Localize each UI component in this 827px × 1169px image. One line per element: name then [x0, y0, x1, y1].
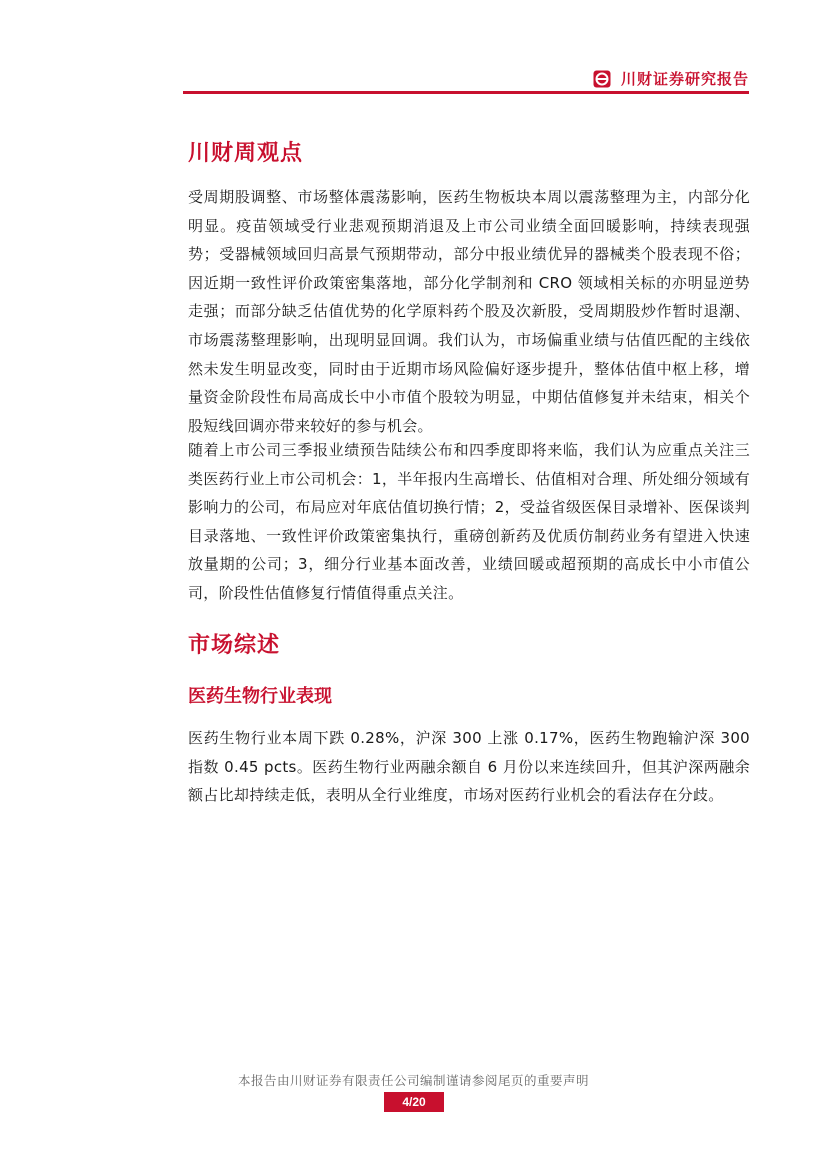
section-title-weekly-view: 川财周观点 [188, 140, 304, 166]
brand [593, 68, 749, 89]
page-header [183, 64, 749, 94]
page-number: 4/20 [384, 1092, 444, 1112]
chuancai-logo-icon [593, 70, 611, 88]
paragraph-weekly-view-2: 随着上市公司三季报业绩预告陆续公布和四季度即将来临，我们认为应重点关注三类医药行业上市公司机会：1，半年报内生高增长、估值相对合理、所处细分领域有影响力的公司，布局应对年底估值切换行情；2，受益省级医保目录增补、医保谈判目录落地、一致性评价政策密集执行，重磅创新药及优质仿制药业务有望进入快速放量期的公司；3，细分行业基本面改善，业绩回暖或超预期的高成长中小市值公司，阶段性估值修复行情值得重点关注。 [188, 441, 750, 602]
paragraph-industry-performance: 医药生物行业本周下跌 0.28%，沪深 300 上涨 0.17%，医药生物跑输沪深 300 指数 0.45 pcts。医药生物行业两融余额自 6 月份以来连续回升，但其沪深两融余额占比却持续走低，表明从全行业维度，市场对医药行业机会的看法存在分歧。 [188, 729, 750, 805]
subsection-title-industry-performance: 医药生物行业表现 [188, 686, 332, 707]
brand-name: 川财证券研究报告 [620, 70, 749, 88]
paragraph-weekly-view-1: 受周期股调整、市场整体震荡影响，医药生物板块本周以震荡整理为主，内部分化明显。疫苗领域受行业悲观预期消退及上市公司业绩全面回暖影响，持续表现强势；受器械领域回归高景气预期带动，部分中报业绩优异的器械类个股表现不俗；因近期一致性评价政策密集落地，部分化学制剂和 CRO 领域相关标的亦明显逆势走强；而部分缺乏估值优势的化学原料药个股及次新股，受周期股炒作暂时退潮、市场震荡整理影响，出现明显回调。我们认为，市场偏重业绩与估值匹配的主线依然未发生明显改变，同时由于近期市场风险偏好逐步提升，整体估值中枢上移，增量资金阶段性布局高成长中小市值个股较为明显，中期估值修复并未结束，相关个股短线回调亦带来较好的参与机会。 [188, 188, 750, 435]
section-title-market-review: 市场综述 [188, 632, 281, 658]
header-divider [183, 91, 749, 94]
footer-disclaimer: 本报告由川财证券有限责任公司编制谨请参阅尾页的重要声明 [237, 1073, 589, 1088]
